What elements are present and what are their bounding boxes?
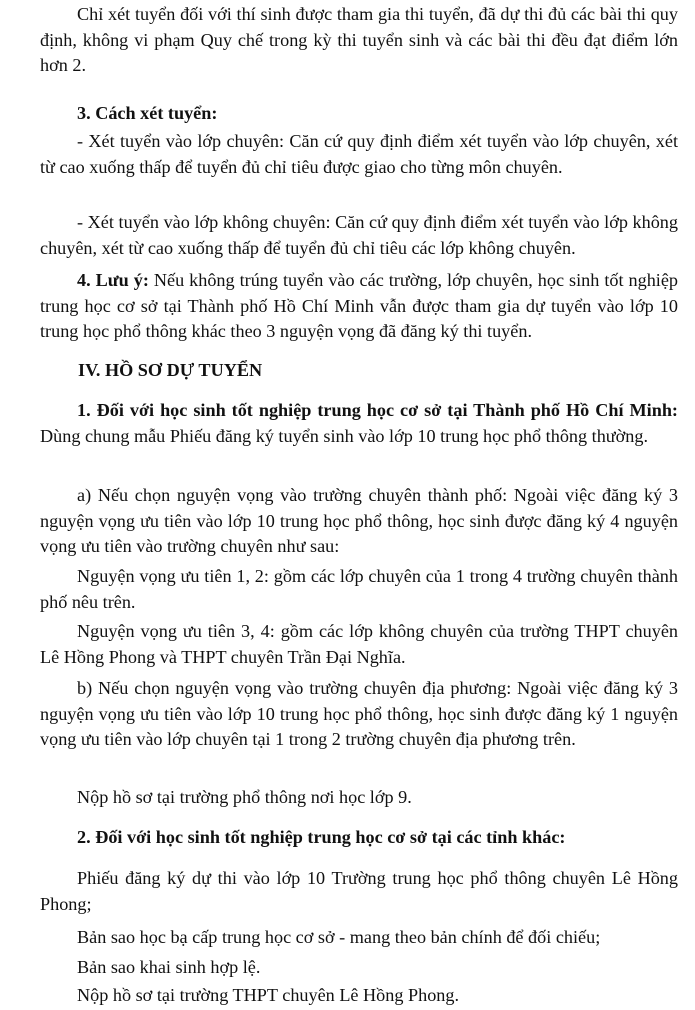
priority-1-2-paragraph: Nguyện vọng ưu tiên 1, 2: gồm các lớp chuyên của 1 trong 4 trường chuyên thành phố nêu trên.	[40, 566, 678, 612]
section-iv-heading-text: IV. HỒ SƠ DỰ TUYỂN	[78, 360, 263, 380]
hcmc-students-label: 1. Đối với học sinh tốt nghiệp trung học cơ sở tại Thành phố Hồ Chí Minh:	[77, 400, 678, 420]
non-specialized-admission-paragraph: - Xét tuyển vào lớp không chuyên: Căn cứ quy định điểm xét tuyển vào lớp không chuyên, xét từ cao xuống thấp để tuyển đủ chỉ tiêu các lớp không chuyên.	[40, 212, 678, 258]
registration-form-item: Phiếu đăng ký dự thi vào lớp 10 Trường trung học phổ thông chuyên Lê Hồng Phong;	[40, 868, 678, 914]
other-provinces-heading-text: 2. Đối với học sinh tốt nghiệp trung học cơ sở tại các tỉnh khác:	[77, 827, 566, 847]
submit-local-paragraph: Nộp hồ sơ tại trường phổ thông nơi học lớp 9.	[77, 787, 412, 807]
city-specialized-paragraph: a) Nếu chọn nguyện vọng vào trường chuyên thành phố: Ngoài việc đăng ký 3 nguyện vọng ưu tiên vào lớp 10 trung học phổ thông, học sinh được đăng ký 4 nguyện vọng ưu tiên vào trường chuyên như sau:	[40, 485, 678, 556]
section-3-heading	[40, 101, 678, 127]
note-label: 4. Lưu ý:	[77, 270, 149, 290]
eligibility-paragraph: Chỉ xét tuyển đối với thí sinh được tham gia thi tuyển, đã dự thi đủ các bài thi quy định, không vi phạm Quy chế trong kỳ thi tuyển sinh và các bài thi đều đạt điểm lớn hơn 2.	[40, 4, 678, 75]
note-paragraph	[40, 268, 678, 345]
hcmc-students-paragraph	[40, 398, 678, 449]
hcmc-students-text: Dùng chung mẫu Phiếu đăng ký tuyển sinh vào lớp 10 trung học phổ thông thường.	[40, 425, 649, 446]
other-provinces-heading	[40, 825, 678, 851]
note-text: Nếu không trúng tuyển vào các trường, lớp chuyên, học sinh tốt nghiệp trung học cơ sở tại Thành phố Hồ Chí Minh vẫn được tham gia dự tuyển vào lớp 10 trung học phổ thông khác theo 3 nguyện vọng đã đăng ký thi tuyển.	[40, 270, 679, 341]
section-3-heading-text: 3. Cách xét tuyển:	[77, 103, 218, 123]
transcript-copy-item: Bản sao học bạ cấp trung học cơ sở - mang theo bản chính để đối chiếu;	[77, 927, 601, 947]
local-specialized-paragraph: b) Nếu chọn nguyện vọng vào trường chuyên địa phương: Ngoài việc đăng ký 3 nguyện vọng ưu tiên vào lớp 10 trung học phổ thông, học sinh được đăng ký 1 nguyện vọng ưu tiên vào lớp chuyên tại 1 trong 2 trường chuyên địa phương trên.	[40, 678, 678, 749]
submit-school-item: Nộp hồ sơ tại trường THPT chuyên Lê Hồng Phong.	[77, 985, 460, 1005]
specialized-admission-paragraph: - Xét tuyển vào lớp chuyên: Căn cứ quy định điểm xét tuyển vào lớp chuyên, xét từ cao xuống thấp để tuyển đủ chỉ tiêu được giao cho từng môn chuyên.	[40, 131, 678, 177]
section-iv-heading	[78, 358, 678, 384]
birth-certificate-item: Bản sao khai sinh hợp lệ.	[77, 957, 261, 977]
priority-3-4-paragraph: Nguyện vọng ưu tiên 3, 4: gồm các lớp không chuyên của trường THPT chuyên Lê Hồng Phong và THPT chuyên Trần Đại Nghĩa.	[40, 621, 678, 667]
